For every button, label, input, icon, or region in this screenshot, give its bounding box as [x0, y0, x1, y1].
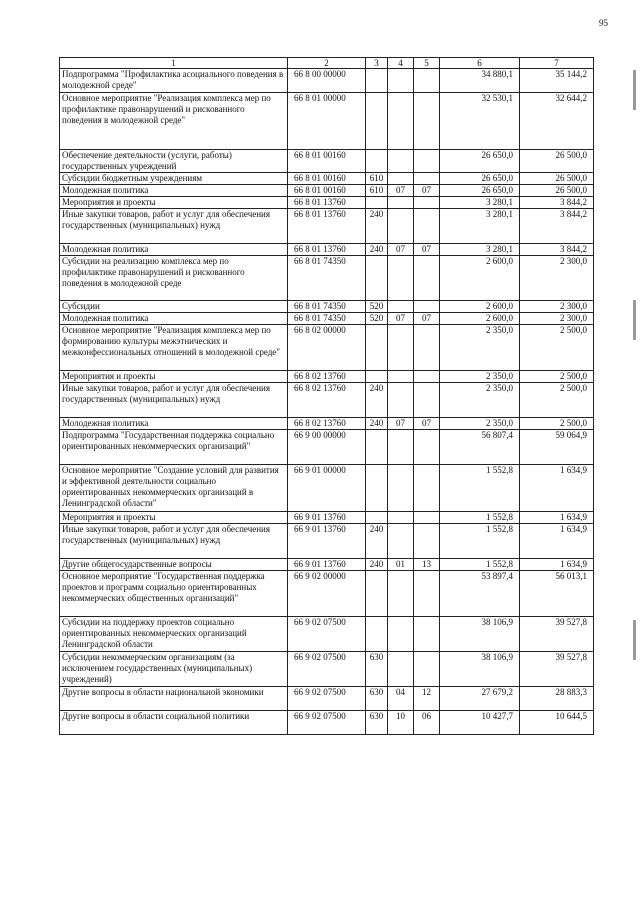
cell-amount-year-2: 2 300,0 [520, 313, 594, 325]
cell-target-code: 66 8 01 13760 [288, 244, 366, 256]
cell-section [388, 652, 414, 687]
cell-name: Мероприятия и проекты [60, 512, 288, 524]
cell-amount-year-1: 3 280,1 [440, 197, 520, 209]
cell-subsection [414, 383, 440, 418]
cell-name: Молодежная политика [60, 418, 288, 430]
cell-amount-year-1: 2 350,0 [440, 418, 520, 430]
cell-section [388, 571, 414, 617]
cell-amount-year-2: 35 144,2 [520, 69, 594, 93]
cell-expense-type: 610 [366, 173, 388, 185]
table-row [60, 512, 594, 524]
column-header: 2 [288, 58, 366, 69]
cell-amount-year-2: 1 634,9 [520, 524, 594, 559]
cell-section [388, 256, 414, 301]
table-row [60, 418, 594, 430]
table-row [60, 185, 594, 197]
table-row [60, 301, 594, 313]
cell-name: Молодежная политика [60, 244, 288, 256]
cell-amount-year-2: 26 500,0 [520, 185, 594, 197]
cell-section [388, 93, 414, 150]
cell-name: Основное мероприятие "Государственная поддержка проектов и программ социально ориентированных некоммерческих общественных организаций" [60, 571, 288, 617]
cell-amount-year-1: 56 807,4 [440, 430, 520, 465]
cell-subsection [414, 524, 440, 559]
table-row [60, 687, 594, 711]
cell-target-code: 66 8 01 74350 [288, 313, 366, 325]
cell-name: Субсидии на поддержку проектов социально ориентированных некоммерческих организаций Ленинградской области [60, 617, 288, 652]
column-header: 5 [414, 58, 440, 69]
cell-name: Субсидии на реализацию комплекса мер по профилактике правонарушений и рискованного поведения в молодежной среде [60, 256, 288, 301]
cell-name: Подпрограмма "Профилактика асоциального поведения в молодежной среде" [60, 69, 288, 93]
cell-section: 04 [388, 687, 414, 711]
cell-amount-year-2: 2 500,0 [520, 383, 594, 418]
cell-amount-year-1: 1 552,8 [440, 465, 520, 512]
table-row [60, 209, 594, 244]
cell-subsection [414, 371, 440, 383]
cell-amount-year-1: 32 530,1 [440, 93, 520, 150]
cell-amount-year-2: 39 527,8 [520, 617, 594, 652]
cell-name: Субсидии [60, 301, 288, 313]
cell-section [388, 325, 414, 371]
cell-amount-year-1: 26 650,0 [440, 173, 520, 185]
cell-section [388, 69, 414, 93]
cell-expense-type: 610 [366, 185, 388, 197]
cell-subsection [414, 256, 440, 301]
cell-section: 01 [388, 559, 414, 571]
cell-section [388, 150, 414, 173]
table-row [60, 371, 594, 383]
cell-expense-type [366, 465, 388, 512]
cell-subsection [414, 512, 440, 524]
table-row [60, 430, 594, 465]
cell-name: Иные закупки товаров, работ и услуг для обеспечения государственных (муниципальных) нужд [60, 209, 288, 244]
table-body [60, 69, 594, 735]
table-row [60, 571, 594, 617]
cell-amount-year-2: 3 844,2 [520, 197, 594, 209]
cell-subsection: 13 [414, 559, 440, 571]
table-row [60, 313, 594, 325]
cell-amount-year-1: 3 280,1 [440, 244, 520, 256]
cell-amount-year-2: 2 500,0 [520, 418, 594, 430]
cell-amount-year-1: 3 280,1 [440, 209, 520, 244]
cell-name: Молодежная политика [60, 313, 288, 325]
table-row [60, 652, 594, 687]
cell-amount-year-1: 26 650,0 [440, 185, 520, 197]
cell-amount-year-2: 26 500,0 [520, 173, 594, 185]
cell-amount-year-1: 38 106,9 [440, 652, 520, 687]
cell-expense-type [366, 69, 388, 93]
column-header: 1 [60, 58, 288, 69]
table-row [60, 256, 594, 301]
table-row [60, 559, 594, 571]
cell-section: 10 [388, 711, 414, 735]
cell-subsection [414, 209, 440, 244]
table-row [60, 244, 594, 256]
cell-name: Обеспечение деятельности (услуги, работы) государственных учреждений [60, 150, 288, 173]
cell-subsection: 07 [414, 418, 440, 430]
cell-expense-type: 240 [366, 418, 388, 430]
cell-target-code: 66 8 02 13760 [288, 371, 366, 383]
cell-target-code: 66 9 01 13760 [288, 512, 366, 524]
cell-amount-year-1: 2 600,0 [440, 313, 520, 325]
cell-name: Мероприятия и проекты [60, 197, 288, 209]
cell-target-code: 66 8 02 13760 [288, 418, 366, 430]
cell-amount-year-1: 2 350,0 [440, 383, 520, 418]
cell-section [388, 371, 414, 383]
cell-target-code: 66 8 01 74350 [288, 256, 366, 301]
column-header: 7 [520, 58, 594, 69]
cell-amount-year-1: 1 552,8 [440, 524, 520, 559]
cell-amount-year-1: 34 880,1 [440, 69, 520, 93]
cell-amount-year-1: 10 427,7 [440, 711, 520, 735]
cell-amount-year-2: 28 883,3 [520, 687, 594, 711]
cell-name: Иные закупки товаров, работ и услуг для обеспечения государственных (муниципальных) нужд [60, 524, 288, 559]
cell-amount-year-2: 39 527,8 [520, 652, 594, 687]
cell-expense-type: 240 [366, 524, 388, 559]
cell-target-code: 66 8 02 00000 [288, 325, 366, 371]
cell-amount-year-2: 3 844,2 [520, 209, 594, 244]
table-row [60, 617, 594, 652]
cell-subsection [414, 652, 440, 687]
budget-table [59, 57, 594, 735]
cell-target-code: 66 9 02 07500 [288, 711, 366, 735]
cell-amount-year-2: 56 013,1 [520, 571, 594, 617]
cell-name: Другие общегосударственные вопросы [60, 559, 288, 571]
cell-subsection [414, 173, 440, 185]
cell-expense-type: 240 [366, 383, 388, 418]
cell-amount-year-1: 2 350,0 [440, 371, 520, 383]
cell-expense-type [366, 371, 388, 383]
cell-subsection [414, 571, 440, 617]
cell-name: Основное мероприятие "Реализация комплекса мер по формированию культуры межэтнических и межконфессиональных отношений в молодежной среде" [60, 325, 288, 371]
cell-amount-year-2: 1 634,9 [520, 559, 594, 571]
table-row [60, 173, 594, 185]
cell-section: 07 [388, 313, 414, 325]
cell-expense-type [366, 256, 388, 301]
cell-subsection: 06 [414, 711, 440, 735]
header-row [60, 58, 594, 69]
cell-expense-type [366, 325, 388, 371]
cell-section [388, 209, 414, 244]
cell-subsection [414, 197, 440, 209]
cell-target-code: 66 8 01 00160 [288, 185, 366, 197]
table-row [60, 711, 594, 735]
cell-name: Иные закупки товаров, работ и услуг для обеспечения государственных (муниципальных) нужд [60, 383, 288, 418]
cell-target-code: 66 8 02 13760 [288, 383, 366, 418]
cell-subsection: 07 [414, 185, 440, 197]
cell-section [388, 197, 414, 209]
cell-subsection: 07 [414, 313, 440, 325]
cell-amount-year-1: 38 106,9 [440, 617, 520, 652]
cell-name: Другие вопросы в области национальной экономики [60, 687, 288, 711]
cell-amount-year-2: 59 064,9 [520, 430, 594, 465]
cell-section [388, 383, 414, 418]
cell-amount-year-1: 53 897,4 [440, 571, 520, 617]
cell-amount-year-2: 26 500,0 [520, 150, 594, 173]
cell-amount-year-2: 1 634,9 [520, 512, 594, 524]
cell-expense-type [366, 617, 388, 652]
cell-amount-year-2: 32 644,2 [520, 93, 594, 150]
cell-expense-type [366, 512, 388, 524]
cell-section [388, 617, 414, 652]
cell-target-code: 66 8 01 74350 [288, 301, 366, 313]
cell-expense-type [366, 93, 388, 150]
cell-target-code: 66 8 01 00000 [288, 93, 366, 150]
cell-target-code: 66 8 01 00160 [288, 150, 366, 173]
page-number: 95 [599, 18, 608, 28]
cell-amount-year-2: 2 500,0 [520, 371, 594, 383]
cell-amount-year-1: 26 650,0 [440, 150, 520, 173]
table-row [60, 325, 594, 371]
cell-section: 07 [388, 244, 414, 256]
cell-section [388, 301, 414, 313]
cell-section [388, 524, 414, 559]
cell-subsection: 12 [414, 687, 440, 711]
cell-target-code: 66 9 01 13760 [288, 559, 366, 571]
cell-amount-year-1: 1 552,8 [440, 559, 520, 571]
cell-expense-type: 240 [366, 559, 388, 571]
cell-expense-type: 630 [366, 652, 388, 687]
cell-target-code: 66 9 01 00000 [288, 465, 366, 512]
cell-target-code: 66 9 02 00000 [288, 571, 366, 617]
cell-subsection [414, 325, 440, 371]
cell-section [388, 465, 414, 512]
cell-target-code: 66 9 01 13760 [288, 524, 366, 559]
table-row [60, 383, 594, 418]
cell-name: Субсидии некоммерческим организациям (за исключением государственных (муниципальных) учреждений) [60, 652, 288, 687]
cell-target-code: 66 8 01 00160 [288, 173, 366, 185]
table-row [60, 93, 594, 150]
cell-amount-year-2: 10 644,5 [520, 711, 594, 735]
cell-subsection: 07 [414, 244, 440, 256]
table-row [60, 69, 594, 93]
cell-target-code: 66 9 02 07500 [288, 687, 366, 711]
cell-subsection [414, 301, 440, 313]
cell-expense-type [366, 197, 388, 209]
table-row [60, 150, 594, 173]
cell-amount-year-2: 2 300,0 [520, 256, 594, 301]
scan-edge-mark [633, 70, 636, 110]
cell-target-code: 66 9 02 07500 [288, 617, 366, 652]
column-header: 6 [440, 58, 520, 69]
cell-target-code: 66 9 02 07500 [288, 652, 366, 687]
cell-expense-type: 520 [366, 301, 388, 313]
cell-amount-year-1: 2 600,0 [440, 301, 520, 313]
cell-name: Подпрограмма "Государственная поддержка социально ориентированных некоммерческих организаций" [60, 430, 288, 465]
cell-subsection [414, 69, 440, 93]
scan-edge-mark [633, 300, 636, 340]
cell-name: Другие вопросы в области социальной политики [60, 711, 288, 735]
cell-amount-year-2: 2 500,0 [520, 325, 594, 371]
cell-subsection [414, 617, 440, 652]
cell-amount-year-1: 2 350,0 [440, 325, 520, 371]
cell-amount-year-1: 2 600,0 [440, 256, 520, 301]
cell-amount-year-1: 1 552,8 [440, 512, 520, 524]
cell-section: 07 [388, 418, 414, 430]
cell-amount-year-2: 1 634,9 [520, 465, 594, 512]
cell-target-code: 66 8 01 13760 [288, 209, 366, 244]
cell-target-code: 66 8 00 00000 [288, 69, 366, 93]
cell-section: 07 [388, 185, 414, 197]
table-row [60, 465, 594, 512]
cell-expense-type: 240 [366, 209, 388, 244]
cell-expense-type [366, 430, 388, 465]
cell-amount-year-2: 3 844,2 [520, 244, 594, 256]
table-row [60, 524, 594, 559]
cell-target-code: 66 8 01 13760 [288, 197, 366, 209]
cell-name: Основное мероприятие "Реализация комплекса мер по профилактике правонарушений и рискованного поведения в молодежной среде" [60, 93, 288, 150]
cell-section [388, 430, 414, 465]
cell-expense-type: 630 [366, 711, 388, 735]
cell-subsection [414, 93, 440, 150]
scan-edge-mark [633, 620, 636, 660]
cell-subsection [414, 430, 440, 465]
cell-expense-type: 240 [366, 244, 388, 256]
cell-expense-type [366, 150, 388, 173]
cell-amount-year-1: 27 679,2 [440, 687, 520, 711]
cell-subsection [414, 465, 440, 512]
cell-subsection [414, 150, 440, 173]
cell-expense-type [366, 571, 388, 617]
cell-expense-type: 630 [366, 687, 388, 711]
cell-amount-year-2: 2 300,0 [520, 301, 594, 313]
cell-section [388, 173, 414, 185]
table-row [60, 197, 594, 209]
cell-name: Мероприятия и проекты [60, 371, 288, 383]
cell-name: Молодежная политика [60, 185, 288, 197]
cell-name: Субсидии бюджетным учреждениям [60, 173, 288, 185]
cell-expense-type: 520 [366, 313, 388, 325]
column-header: 4 [388, 58, 414, 69]
cell-target-code: 66 9 00 00000 [288, 430, 366, 465]
cell-section [388, 512, 414, 524]
column-header: 3 [366, 58, 388, 69]
cell-name: Основное мероприятие "Создание условий для развития и эффективной деятельности социально ориентированных некоммерческих организаций в Ленинградской области" [60, 465, 288, 512]
